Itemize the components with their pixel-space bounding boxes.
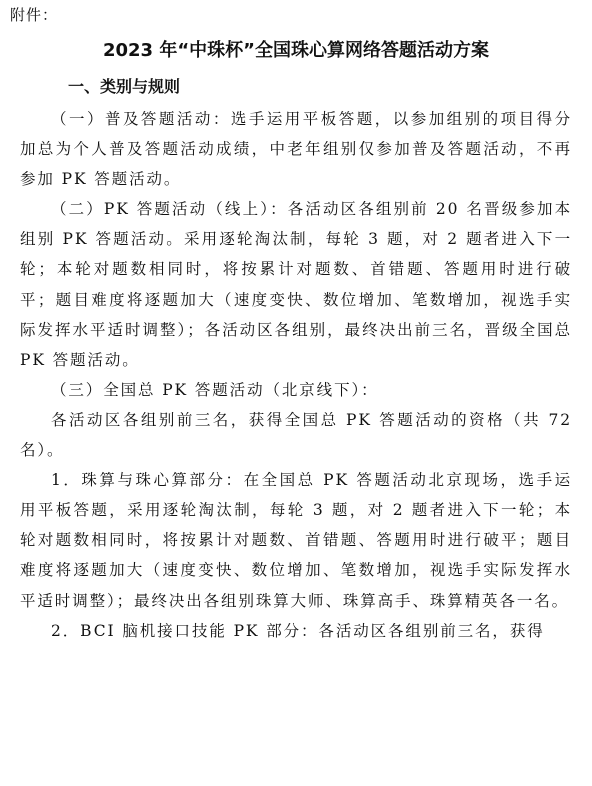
document-title: 2023 年“中珠杯”全国珠心算网络答题活动方案 (102, 40, 490, 61)
paragraph-national-pk-qualification: 各活动区各组别前三名，获得全国总 PK 答题活动的资格（共 72 名）。 (20, 410, 572, 460)
paragraph-pk-online: （二）PK 答题活动（线上）：各活动区各组别前 20 名晋级参加本组别 PK 答题活动。采用逐轮淘汰制，每轮 3 题，对 2 题者进入下一轮；本轮对题数相同时，将按累计对题数、首错题、答题用时进行破平；题目难度将逐题加大（速度变快、数位增加、笔数增加，视选手实际发挥水平适时调整）；各活动区各组别，最终决出前三名，晋级全国总 PK 答题活动。 (20, 200, 572, 369)
paragraph-abacus-part: 1．珠算与珠心算部分：在全国总 PK 答题活动北京现场，选手运用平板答题，采用逐轮淘汰制，每轮 3 题，对 2 题者进入下一轮；本轮对题数相同时，将按累计对题数、首错题、答题用时进行破平；题目难度将逐题加大（速度变快、数位增加、笔数增加，视选手实际发挥水平适时调整）；最终决出各组别珠算大师、珠算高手、珠算精英各一名。 (20, 471, 572, 610)
paragraph-national-pk-heading: （三）全国总 PK 答题活动（北京线下）： (51, 380, 379, 399)
paragraph-bci-part: 2．BCI 脑机接口技能 PK 部分：各活动区各组别前三名，获得 (51, 621, 545, 640)
paragraph-popular-activity: （一）普及答题活动：选手运用平板答题，以参加组别的项目得分加总为个人普及答题活动成绩，中老年组别仅参加普及答题活动，不再参加 PK 答题活动。 (20, 110, 572, 189)
attachment-label: 附件： (10, 6, 59, 24)
document-body (20, 104, 572, 646)
section-heading: 一、类别与规则 (68, 77, 181, 96)
